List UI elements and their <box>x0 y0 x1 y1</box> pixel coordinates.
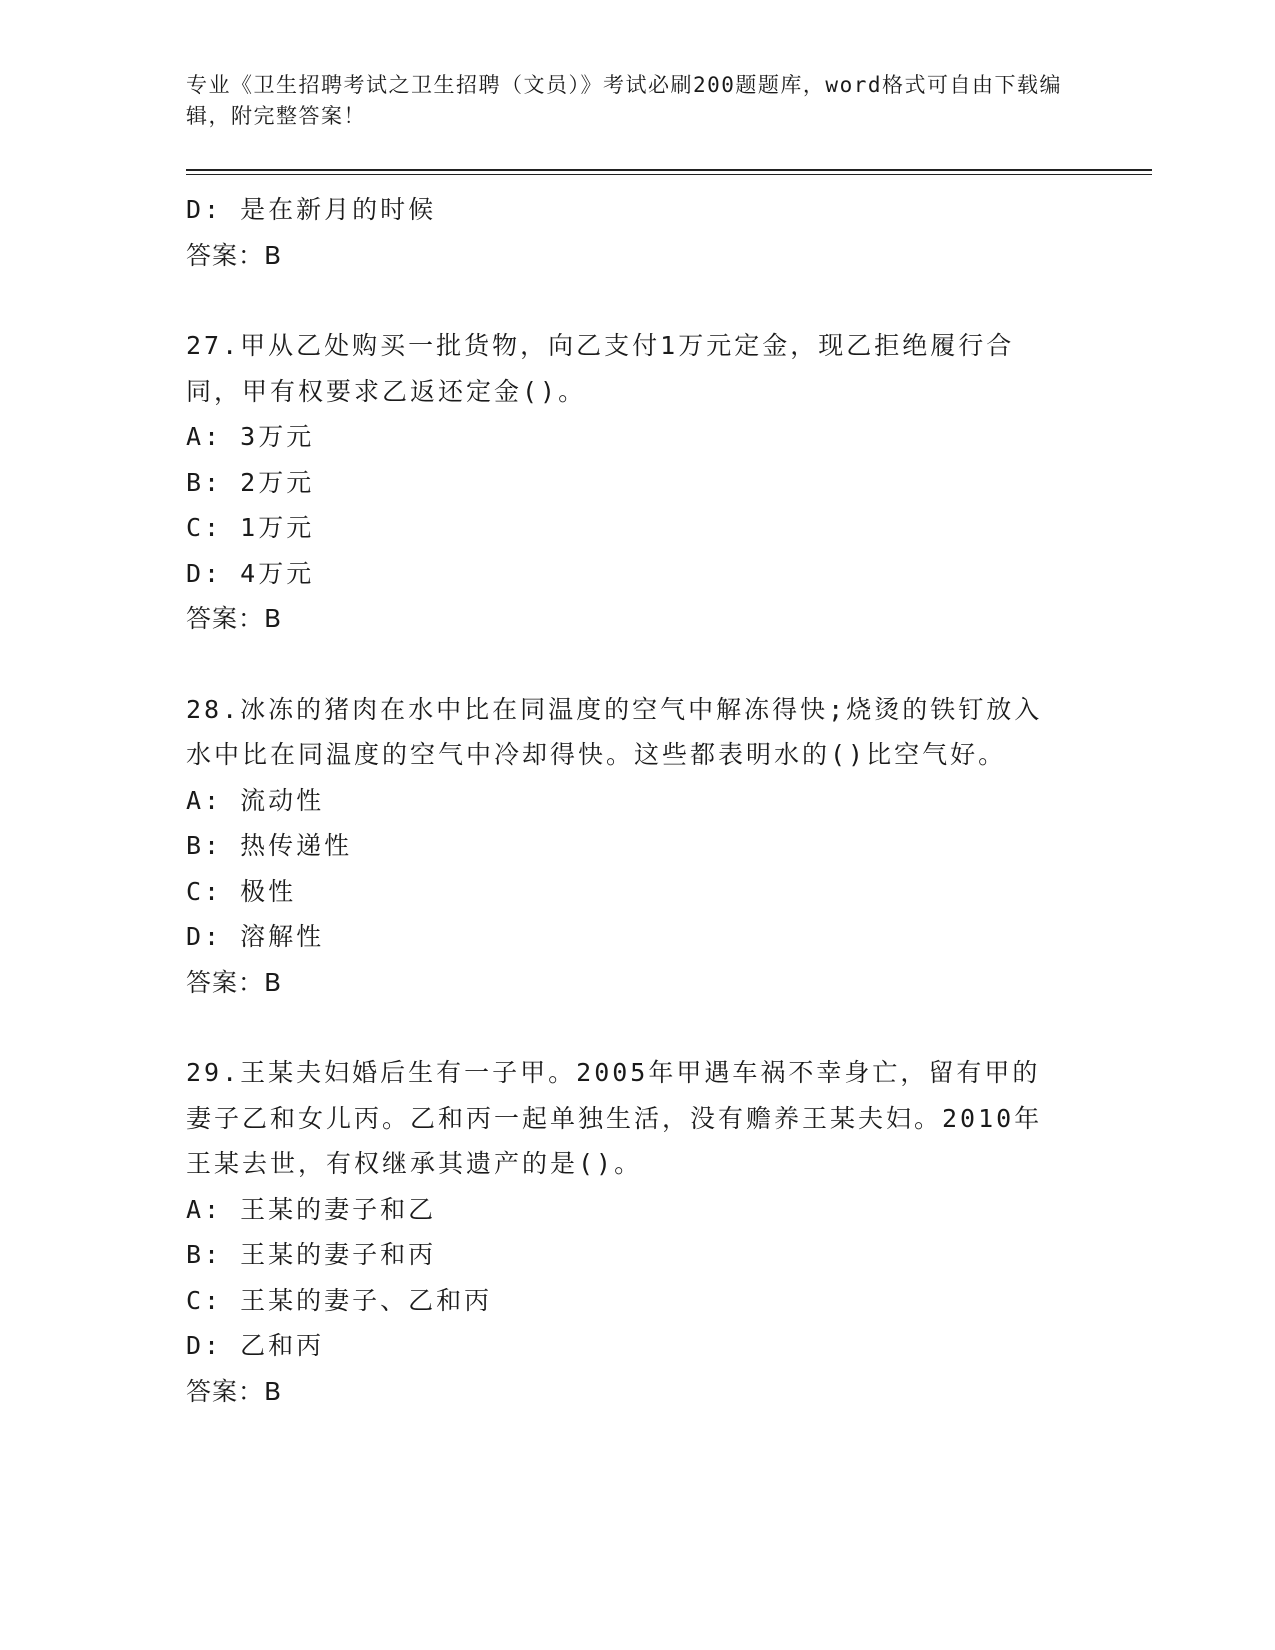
option-b: B: 热传递性 <box>186 831 353 860</box>
question-27 <box>186 323 1156 642</box>
option-d: D: 乙和丙 <box>186 1331 325 1360</box>
option-a: A: 流动性 <box>186 785 325 815</box>
answer-line: 答案：B <box>186 1376 283 1406</box>
question-text: 28.冰冻的猪肉在水中比在同温度的空气中解冻得快;烧烫的铁钉放入水中比在同温度的空气中冷却得快。这些都表明水的()比空气好。 <box>186 694 1043 769</box>
answer-line: 答案：B <box>186 604 283 633</box>
document-page <box>186 70 1156 1414</box>
question-text: 27.甲从乙处购买一批货物，向乙支付1万元定金，现乙拒绝履行合同，甲有权要求乙返还定金()。 <box>186 331 1015 406</box>
question-28 <box>186 687 1156 1006</box>
option-d: D: 4万元 <box>186 558 315 588</box>
option-d: D: 溶解性 <box>186 922 325 951</box>
option-d: D: 是在新月的时候 <box>186 195 437 224</box>
document-body <box>186 187 1156 1414</box>
option-c: C: 王某的妻子、乙和丙 <box>186 1285 493 1315</box>
option-a: A: 王某的妻子和乙 <box>186 1194 437 1224</box>
header-divider <box>186 169 1152 175</box>
previous-question-tail <box>186 187 1156 278</box>
answer-line: 答案：B <box>186 240 283 270</box>
option-b: B: 2万元 <box>186 467 315 497</box>
option-c: C: 1万元 <box>186 513 315 542</box>
option-c: C: 极性 <box>186 876 297 906</box>
question-29 <box>186 1050 1156 1414</box>
option-b: B: 王某的妻子和丙 <box>186 1240 437 1269</box>
question-text: 29.王某夫妇婚后生有一子甲。2005年甲遇车祸不幸身亡，留有甲的妻子乙和女儿丙。乙和丙一起单独生活，没有赡养王某夫妇。2010年王某去世，有权继承其遗产的是()。 <box>186 1058 1043 1178</box>
option-a: A: 3万元 <box>186 422 315 451</box>
document-header: 专业《卫生招聘考试之卫生招聘（文员）》考试必刷200题题库，word格式可自由下载编辑，附完整答案！ <box>186 73 1062 128</box>
answer-line: 答案：B <box>186 967 283 997</box>
